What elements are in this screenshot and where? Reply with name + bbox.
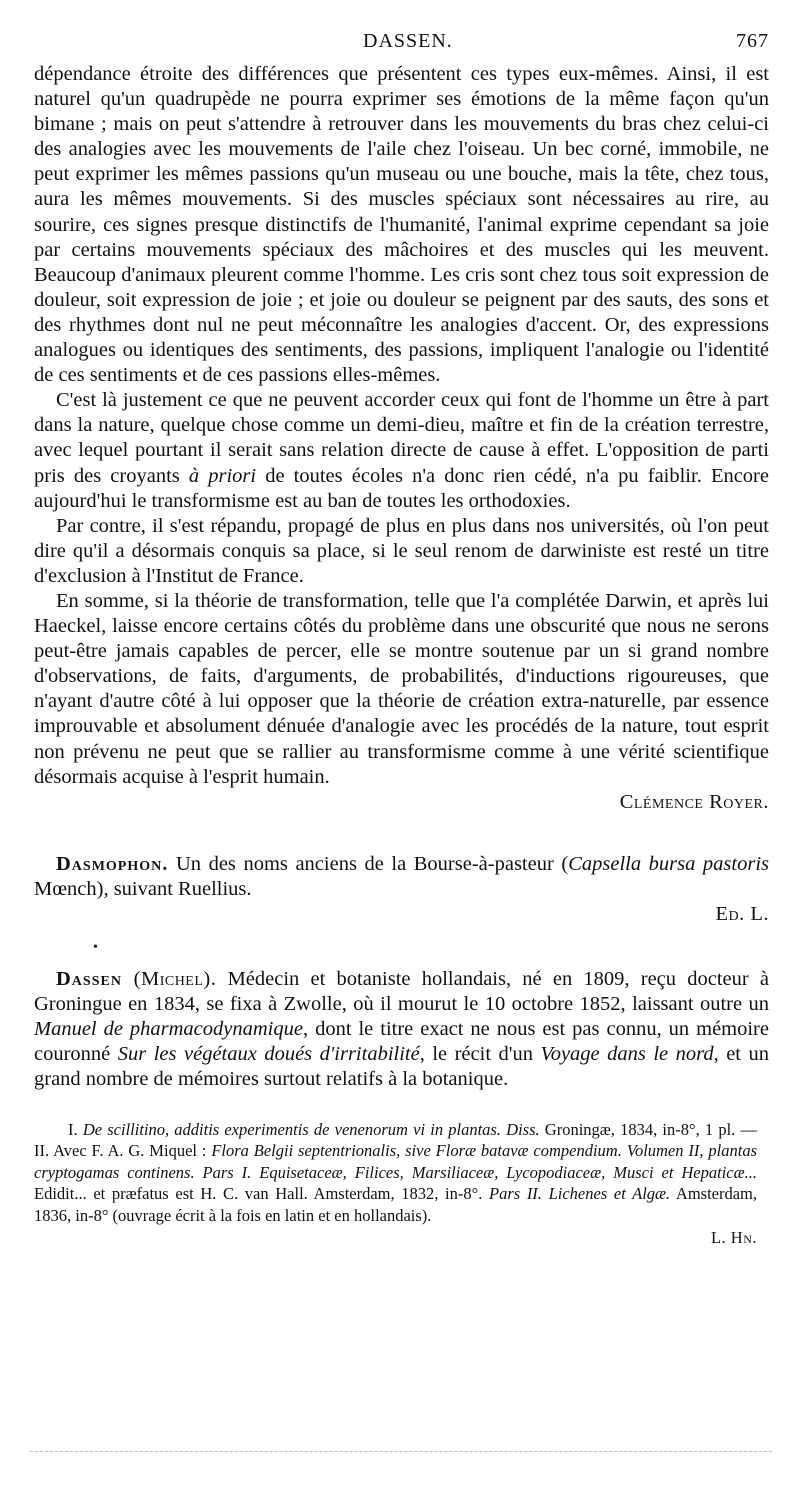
page-number: 767 — [736, 30, 769, 52]
paragraph-4: En somme, si la théorie de transformation, telle que l'a complétée Darwin, et après lui Haeckel, laisse encore certains côtés du problème dans une obscurité que nous ne serons peut-être jamais capables de percer, elle se montre soutenue par un si grand nombre d'observations, de faits, d'arguments, de probabilités, d'inductions rigoureuses, que n'ayant d'autre côté à lui opposer que la théorie de création extra-naturelle, par essence improuvable et absolument dénuée d'analogie avec les procédés de la nature, tout esprit non prévenu ne peut que se rallier au transformisme comme à une vérité scientifique désormais acquise à l'esprit humain. — [34, 589, 769, 788]
bibliography-signature: L. Hn. — [710, 1227, 757, 1247]
italic-a-priori: à priori — [188, 464, 257, 487]
page-body — [34, 62, 769, 1248]
bibliography-text: I. De scillitino, additis experimentis de venenorum vi in plantas. Diss. Groningæ, 1834, in-8°, 1 pl. — II. Avec F. A. G. Miquel : Flora Belgii septentrionalis, sive Floræ batavæ compendium. Volumen II, plantas cryptogamas continens. Pars I. Equisetaceæ, Filices, Marsiliaceæ, Lycopodiaceæ, Musci et Hepaticæ... Edidit... et præfatus est H. C. van Hall. Amsterdam, 1832, in-8°. Pars II. Lichenes et Algæ. Amsterdam, 1836, in-8° (ouvrage écrit à la fois en latin et en hollandais). — [34, 1119, 758, 1225]
entry-dassen — [34, 967, 769, 1092]
running-header — [0, 30, 800, 58]
paragraph-1: dépendance étroite des différences que présentent ces types eux-mêmes. Ainsi, il est naturel qu'un quadrupède ne pourra exprimer ses émotions de la même façon qu'un bimane ; mais on peut s'attendre à retrouver dans les mouvements du bras chez celui-ci des analogies avec les mouvements de l'aile chez l'oiseau. Un bec corné, immobile, ne peut exprimer les mêmes passions qu'un museau ou une bouche, mais la tête, chez tous, aura les mêmes mouvements. Si des muscles spéciaux sont nécessaires au rire, au sourire, ces signes presque distinctifs de l'humanité, l'animal exprime cependant sa joie par certains mouvements spéciaux des mâchoires et des muscles qui les meuvent. Beaucoup d'animaux pleurent comme l'homme. Les cris sont chez tous soit expression de douleur, soit expression de joie ; et joie ou douleur se peignent par des sauts, des sons et des rhythmes dont nul ne peut méconnaître les analogies d'accent. Or, des expressions analogues ou identiques des sentiments, des passions, impliquent l'analogie ou l'identité de ces sentiments et de ces passions elles-mêmes. — [34, 63, 769, 387]
paragraph-3: Par contre, il s'est répandu, propagé de plus en plus dans nos universités, où l'on peut dire qu'il a désormais conquis sa place, si le seul renom de darwiniste est resté un titre d'exclusion à l'Institut de France. — [34, 514, 769, 587]
entry-dasmophon-signature: Ed. L. — [715, 903, 769, 925]
article-transformisme — [34, 62, 769, 815]
running-title: DASSEN. — [363, 30, 453, 52]
paragraph-2: C'est là justement ce que ne peuvent accorder ceux qui font de l'homme un être à part dans la nature, quelque chose comme un demi-dieu, maître et fin de la création terrestre, avec lequel pourtant il serait sans relation directe de cause à effet. L'opposition de parti pris des croyants à priori de toutes écoles n'a donc rien cédé, n'a pu faiblir. Encore aujourd'hui le transformisme est au ban de toutes les orthodoxies. — [34, 389, 769, 512]
author-signature: Clémence Royer. — [619, 790, 769, 813]
entry-dasmophon-text: Dasmophon. Un des noms anciens de la Bourse-à-pasteur (Capsella bursa pastoris Mœnch), suivant Ruellius. — [34, 852, 769, 900]
bibliography — [34, 1119, 769, 1249]
bottom-rule — [30, 1451, 772, 1452]
entry-dasmophon — [34, 852, 769, 927]
headword-dassen: Dassen — [56, 968, 122, 991]
latin-name: Capsella bursa pastoris — [568, 852, 769, 875]
entry-dassen-text: Dassen (Michel). Médecin et botaniste hollandais, né en 1809, reçu docteur à Groningue en 1834, se fixa à Zwolle, où il mourut le 10 octobre 1852, laissant outre un Manuel de pharmacodynamique, dont le titre exact ne nous est pas connu, un mémoire couronné Sur les végétaux doués d'irritabilité, le récit d'un Voyage dans le nord, et un grand nombre de mémoires surtout relatifs à la botanique. — [34, 968, 769, 1091]
stray-dot: • — [93, 940, 98, 955]
headword-dasmophon: Dasmophon. — [56, 852, 169, 875]
